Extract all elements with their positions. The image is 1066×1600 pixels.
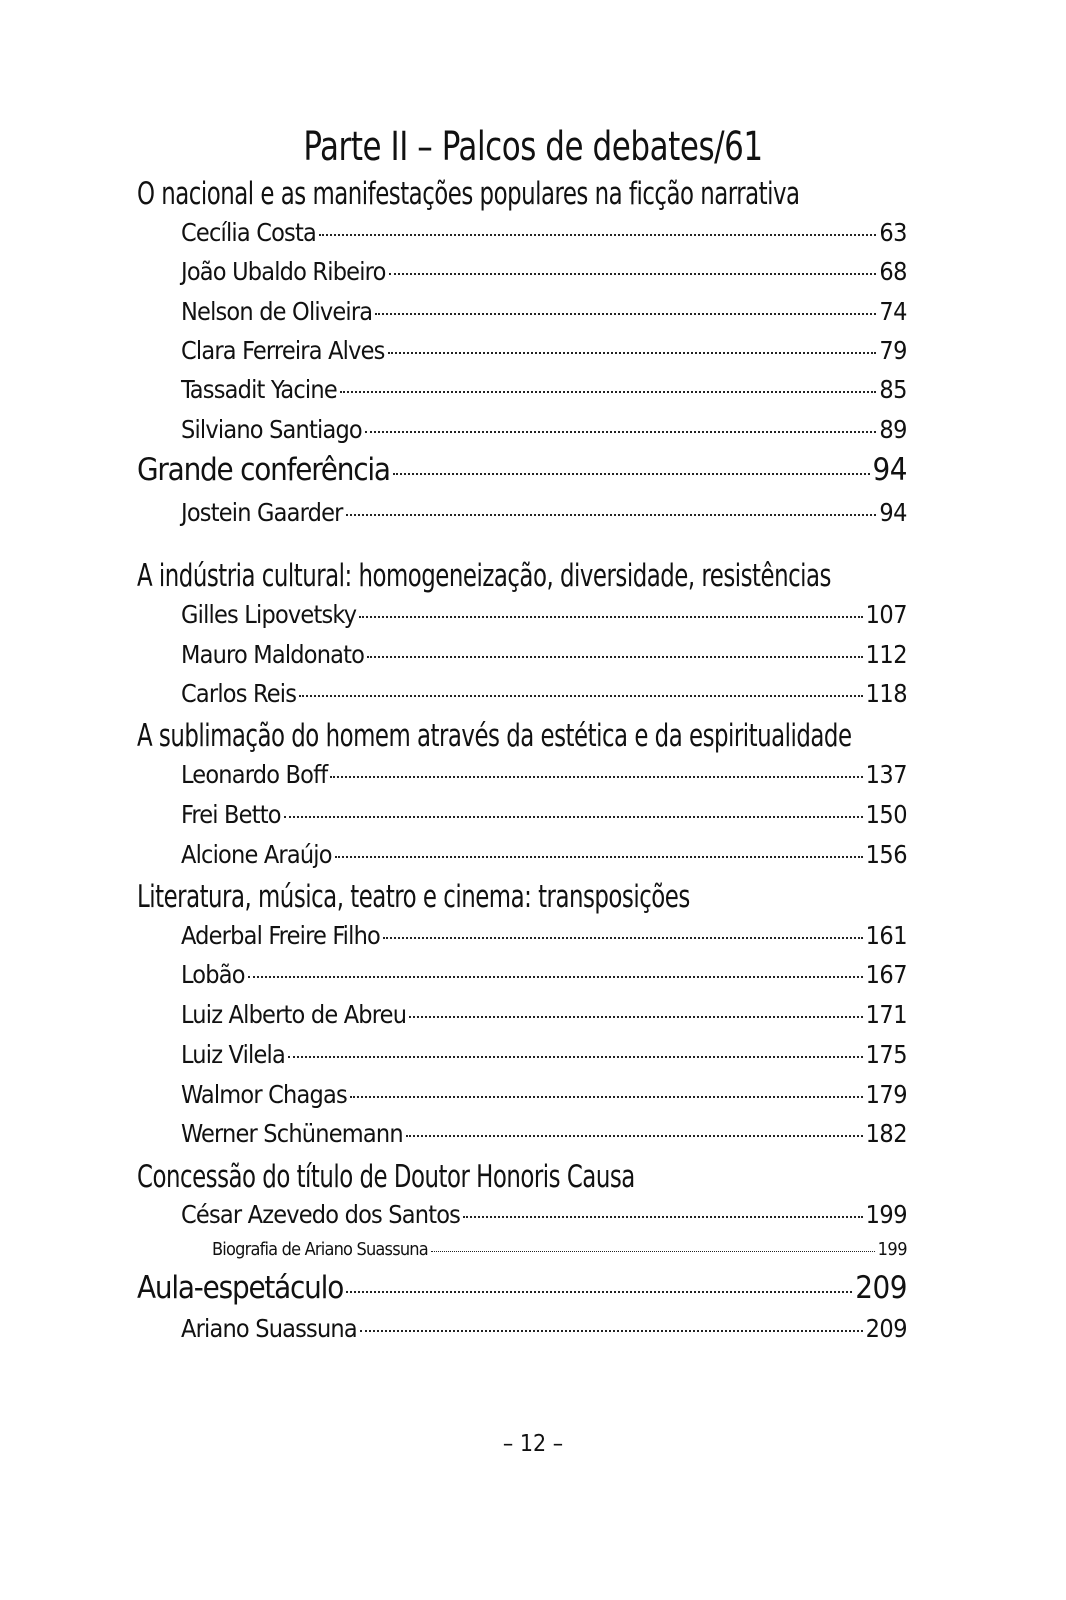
toc-entry[interactable] (181, 600, 907, 629)
entry-name: Luiz Vilela (181, 1040, 285, 1069)
entry-page: 85 (879, 375, 907, 404)
entry-name: César Azevedo dos Santos (181, 1200, 461, 1229)
toc-entry[interactable] (181, 840, 907, 869)
entry-name: Aderbal Freire Filho (181, 921, 380, 950)
entry-name: Nelson de Oliveira (181, 297, 373, 326)
toc-heading-entry[interactable] (137, 1270, 907, 1306)
dot-leader (319, 234, 876, 236)
entry-page: 68 (879, 257, 907, 286)
toc-entry[interactable] (181, 1040, 907, 1069)
toc-entry[interactable] (181, 1200, 907, 1229)
entry-name: Grande conferência (137, 452, 390, 488)
entry-page: 63 (879, 218, 907, 247)
section-heading: Literatura, música, teatro e cinema: transposições (137, 879, 690, 915)
dot-leader (431, 1251, 875, 1252)
entry-page: 137 (865, 760, 907, 789)
entry-name: Frei Betto (181, 800, 281, 829)
toc-entry[interactable] (181, 1119, 907, 1148)
dot-leader (346, 1291, 852, 1293)
entry-page: 112 (865, 640, 907, 669)
entry-name: Cecília Costa (181, 218, 316, 247)
dot-leader (367, 656, 862, 658)
section-heading: Concessão do título de Doutor Honoris Causa (137, 1159, 635, 1195)
entry-page: 179 (865, 1080, 907, 1109)
section-heading: O nacional e as manifestações populares na ficção narrativa (137, 176, 800, 212)
entry-name: Jostein Gaarder (181, 498, 343, 527)
toc-entry[interactable] (181, 218, 907, 247)
section-heading: A indústria cultural: homogeneização, diversidade, resistências (137, 558, 831, 594)
toc-entry[interactable] (181, 375, 907, 404)
toc-entry[interactable] (181, 1080, 907, 1109)
entry-name: Silviano Santiago (181, 415, 362, 444)
dot-leader (389, 273, 877, 275)
entry-page: 94 (879, 498, 907, 527)
dot-leader (335, 856, 863, 858)
entry-name: Carlos Reis (181, 679, 297, 708)
toc-entry[interactable] (181, 760, 907, 789)
dot-leader (330, 776, 862, 778)
entry-name: Clara Ferreira Alves (181, 336, 385, 365)
entry-page: 209 (865, 1314, 907, 1343)
entry-name: João Ubaldo Ribeiro (181, 257, 386, 286)
entry-page: 94 (872, 452, 907, 488)
entry-name: Ariano Suassuna (181, 1314, 357, 1343)
dot-leader (463, 1216, 862, 1218)
dot-leader (248, 976, 863, 978)
entry-page: 171 (865, 1000, 907, 1029)
entry-name: Tassadit Yacine (181, 375, 337, 404)
toc-entry[interactable] (181, 800, 907, 829)
toc-entry[interactable] (181, 415, 907, 444)
entry-name: Walmor Chagas (181, 1080, 347, 1109)
toc-entry[interactable] (181, 679, 907, 708)
entry-name: Lobão (181, 960, 245, 989)
dot-leader (359, 616, 862, 618)
dot-leader (340, 391, 877, 393)
entry-name: Luiz Alberto de Abreu (181, 1000, 407, 1029)
entry-page: 199 (865, 1200, 907, 1229)
entry-name: Biografia de Ariano Suassuna (212, 1239, 428, 1260)
dot-leader (299, 695, 862, 697)
dot-leader (350, 1096, 863, 1098)
toc-entry[interactable] (181, 336, 907, 365)
entry-page: 175 (865, 1040, 907, 1069)
entry-page: 89 (879, 415, 907, 444)
entry-page: 156 (865, 840, 907, 869)
entry-page: 150 (865, 800, 907, 829)
entry-page: 209 (855, 1270, 907, 1306)
entry-page: 161 (865, 921, 907, 950)
toc-heading-entry[interactable] (137, 452, 907, 488)
entry-name: Gilles Lipovetsky (181, 600, 357, 629)
toc-entry[interactable] (181, 640, 907, 669)
entry-name: Leonardo Boff (181, 760, 328, 789)
toc-entry[interactable] (181, 257, 907, 286)
toc-subentry[interactable] (212, 1239, 907, 1260)
dot-leader (288, 1056, 863, 1058)
toc-entry[interactable] (181, 297, 907, 326)
section-heading: A sublimação do homem através da estética e da espiritualidade (137, 718, 852, 754)
toc-entry[interactable] (181, 960, 907, 989)
entry-name: Aula-espetáculo (137, 1270, 344, 1306)
entry-page: 107 (865, 600, 907, 629)
toc-entry[interactable] (181, 921, 907, 950)
toc-entry[interactable] (181, 1314, 907, 1343)
dot-leader (346, 514, 877, 516)
entry-page: 79 (879, 336, 907, 365)
entry-name: Werner Schünemann (181, 1119, 403, 1148)
entry-page: 182 (865, 1119, 907, 1148)
entry-name: Alcione Araújo (181, 840, 332, 869)
dot-leader (388, 352, 877, 354)
dot-leader (406, 1135, 863, 1137)
entry-page: 74 (879, 297, 907, 326)
dot-leader (409, 1016, 862, 1018)
dot-leader (383, 937, 863, 939)
part-title: Parte II – Palcos de debates/61 (303, 124, 763, 170)
entry-page: 199 (877, 1239, 907, 1260)
page-number: – 12 – (502, 1431, 564, 1457)
dot-leader (284, 816, 863, 818)
toc-entry[interactable] (181, 1000, 907, 1029)
dot-leader (393, 473, 870, 475)
entry-page: 118 (865, 679, 907, 708)
dot-leader (365, 431, 876, 433)
entry-name: Mauro Maldonato (181, 640, 365, 669)
dot-leader (375, 313, 876, 315)
toc-entry[interactable] (181, 498, 907, 527)
entry-page: 167 (865, 960, 907, 989)
dot-leader (360, 1330, 863, 1332)
